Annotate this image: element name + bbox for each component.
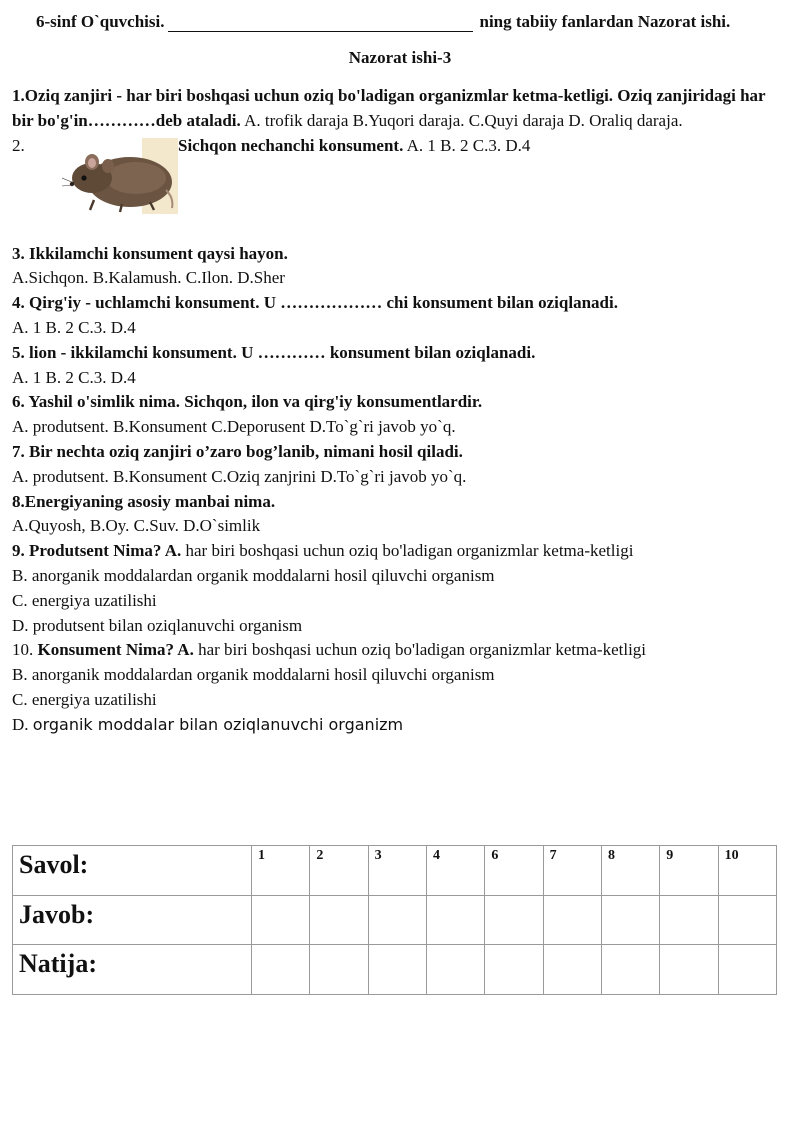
question-2-text: Sichqon nechanchi konsument. bbox=[178, 135, 404, 155]
row-label-javob: Javob: bbox=[13, 895, 252, 945]
answer-table-row-questions bbox=[13, 846, 777, 896]
question-4-options: A. 1 B. 2 C.3. D.4 bbox=[12, 317, 136, 337]
question-2-content bbox=[178, 134, 530, 159]
question-number-cell: 4 bbox=[426, 846, 484, 896]
answer-cell[interactable] bbox=[660, 895, 718, 945]
answer-table-row-results bbox=[13, 945, 777, 995]
question-6-text: 6. Yashil o'simlik nima. Sichqon, ilon va qirg'iy konsumentlardir. bbox=[12, 392, 483, 412]
answer-cell[interactable] bbox=[310, 895, 368, 945]
question-1 bbox=[12, 84, 782, 134]
questions bbox=[12, 84, 782, 738]
question-3-options: A.Sichqon. B.Kalamush. C.Ilon. D.Sher bbox=[12, 268, 285, 288]
question-4-text: 4. Qirg'iy - uchlamchi konsument. U ……………… chi konsument bilan oziqlanadi. bbox=[12, 293, 618, 313]
row-label-savol: Savol: bbox=[13, 846, 252, 896]
question-10-option-b: B. anorganik moddalardan organik moddalarni hosil qiluvchi organism bbox=[12, 665, 495, 685]
question-number-cell: 10 bbox=[718, 846, 776, 896]
question-9-option-c: C. energiya uzatilishi bbox=[12, 590, 157, 610]
worksheet-header bbox=[36, 12, 770, 32]
answer-cell[interactable] bbox=[601, 895, 659, 945]
question-6-options: A. produtsent. B.Konsument C.Deporusent D.To`g`ri javob yo`q. bbox=[12, 417, 456, 437]
header-left: 6-sinf O`quvchisi. bbox=[36, 12, 165, 31]
answer-table-row-answers bbox=[13, 895, 777, 945]
question-number-cell: 1 bbox=[252, 846, 310, 896]
question-10-number: 10. bbox=[12, 640, 38, 660]
result-cell[interactable] bbox=[426, 945, 484, 995]
question-5 bbox=[12, 341, 782, 366]
result-cell[interactable] bbox=[368, 945, 426, 995]
answer-cell[interactable] bbox=[252, 895, 310, 945]
question-3-text: 3. Ikkilamchi konsument qaysi hayon. bbox=[12, 243, 288, 263]
answer-cell[interactable] bbox=[426, 895, 484, 945]
question-number-cell: 6 bbox=[485, 846, 543, 896]
result-cell[interactable] bbox=[485, 945, 543, 995]
question-9-option-a: har biri boshqasi uchun oziq bo'ladigan organizmlar ketma-ketligi bbox=[181, 541, 634, 561]
mouse-illustration-icon bbox=[62, 138, 178, 214]
page-title: Nazorat ishi-3 bbox=[348, 48, 452, 67]
result-cell[interactable] bbox=[543, 945, 601, 995]
question-10-text: Konsument Nima? A. bbox=[37, 640, 194, 660]
question-9-option-b: B. anorganik moddalardan organik moddalarni hosil qiluvchi organism bbox=[12, 565, 495, 585]
question-1-options: A. trofik daraja B.Yuqori daraja. C.Quyi daraja D. Oraliq daraja. bbox=[240, 110, 683, 130]
question-10-option-d bbox=[12, 713, 782, 738]
question-8-text: 8.Energiyaning asosiy manbai nima. bbox=[12, 491, 276, 511]
result-cell[interactable] bbox=[718, 945, 776, 995]
question-number-cell: 7 bbox=[543, 846, 601, 896]
question-number-cell: 3 bbox=[368, 846, 426, 896]
answer-cell[interactable] bbox=[543, 895, 601, 945]
question-9 bbox=[12, 539, 782, 564]
row-label-natija: Natija: bbox=[13, 945, 252, 995]
question-5-options: A. 1 B. 2 C.3. D.4 bbox=[12, 367, 136, 387]
question-8 bbox=[12, 490, 782, 515]
question-10 bbox=[12, 638, 782, 663]
question-number-cell: 2 bbox=[310, 846, 368, 896]
result-cell[interactable] bbox=[252, 945, 310, 995]
question-4 bbox=[12, 291, 782, 316]
result-cell[interactable] bbox=[660, 945, 718, 995]
answer-table bbox=[12, 845, 777, 995]
question-7-options: A. produtsent. B.Konsument C.Oziq zanjrini D.To`g`ri javob yo`q. bbox=[12, 466, 467, 486]
result-cell[interactable] bbox=[310, 945, 368, 995]
result-cell[interactable] bbox=[601, 945, 659, 995]
question-10-option-d-prefix: D. bbox=[12, 714, 33, 734]
question-8-options: A.Quyosh, B.Oy. C.Suv. D.O`simlik bbox=[12, 516, 261, 536]
question-3 bbox=[12, 242, 782, 267]
answer-cell[interactable] bbox=[718, 895, 776, 945]
question-9-text: 9. Produtsent Nima? A. bbox=[12, 541, 182, 561]
student-name-blank[interactable] bbox=[168, 13, 473, 32]
question-10-option-c: C. energiya uzatilishi bbox=[12, 689, 157, 709]
question-2-options: A. 1 B. 2 C.3. D.4 bbox=[403, 135, 531, 155]
question-6 bbox=[12, 390, 782, 415]
answer-cell[interactable] bbox=[485, 895, 543, 945]
question-1-text: 1.Oziq zanjiri - har biri boshqasi uchun oziq bo'ladigan organizmlar ketma-ketligi. Oziq zanjiridagi har bir bo'g'in…………deb ataladi. bbox=[12, 86, 766, 130]
question-2-number: 2. bbox=[12, 135, 25, 155]
question-7-text: 7. Bir nechta oziq zanjiri o’zaro bog’lanib, nimani hosil qiladi. bbox=[12, 441, 463, 461]
question-10-option-d-text: organik moddalar bilan oziqlanuvchi organizm bbox=[32, 714, 404, 734]
question-5-text: 5. lion - ikkilamchi konsument. U ………… konsument bilan oziqlanadi. bbox=[12, 342, 536, 362]
header-right: ning tabiiy fanlardan Nazorat ishi. bbox=[479, 12, 731, 31]
question-7 bbox=[12, 440, 782, 465]
answer-cell[interactable] bbox=[368, 895, 426, 945]
question-number-cell: 9 bbox=[660, 846, 718, 896]
question-10-option-a: har biri boshqasi uchun oziq bo'ladigan organizmlar ketma-ketligi bbox=[193, 640, 647, 660]
question-9-option-d: D. produtsent bilan oziqlanuvchi organism bbox=[12, 615, 303, 635]
question-number-cell: 8 bbox=[601, 846, 659, 896]
question-2 bbox=[12, 134, 782, 242]
